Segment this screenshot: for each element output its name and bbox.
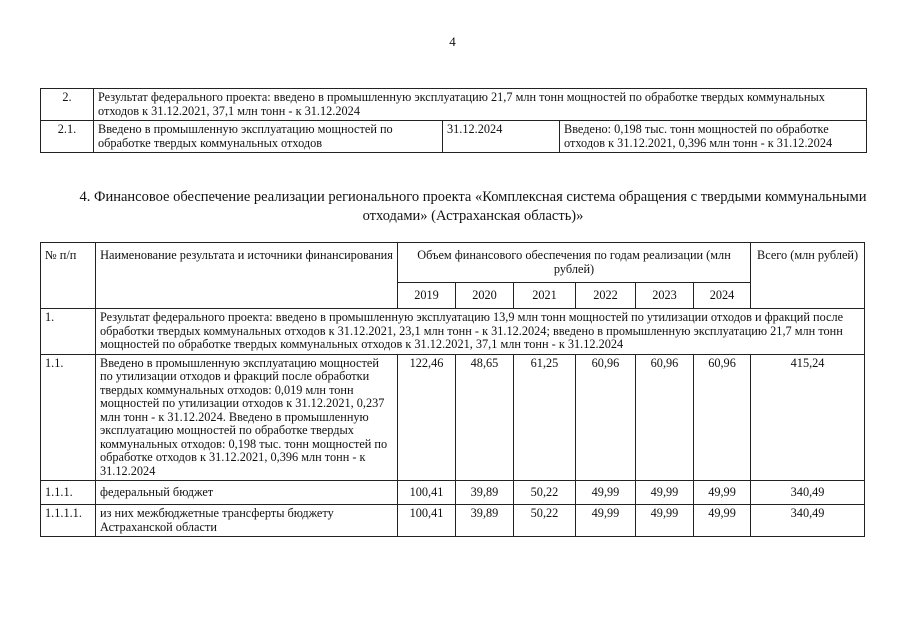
row-result: Введено: 0,198 тыс. тонн мощностей по обработке отходов к 31.12.2021, 0,396 млн тонн - к 31.12.2024 xyxy=(560,121,867,153)
value-cell: 49,99 xyxy=(576,481,636,505)
value-cell: 60,96 xyxy=(694,354,751,481)
row-text: федеральный бюджет xyxy=(96,481,398,505)
value-cell: 100,41 xyxy=(398,481,456,505)
header-total: Всего (млн рублей) xyxy=(751,243,865,309)
row-number: 1. xyxy=(41,309,96,355)
total-cell: 340,49 xyxy=(751,505,865,537)
year-2024: 2024 xyxy=(694,283,751,309)
row-date: 31.12.2024 xyxy=(443,121,560,153)
year-2022: 2022 xyxy=(576,283,636,309)
value-cell: 49,99 xyxy=(694,505,751,537)
value-cell: 49,99 xyxy=(636,481,694,505)
row-text: Результат федерального проекта: введено в промышленную эксплуатацию 21,7 млн тонн мощностей по обработке твердых коммунальных отходов к 31.12.2021, 37,1 млн тонн - к 31.12.2024 xyxy=(94,89,867,121)
value-cell: 39,89 xyxy=(456,481,514,505)
header-volume: Объем финансового обеспечения по годам реализации (млн рублей) xyxy=(398,243,751,283)
table-row xyxy=(41,89,867,121)
section-title: 4. Финансовое обеспечение реализации регионального проекта «Комплексная система обращения с твердыми коммунальными отходами» (Астраханская область)» xyxy=(79,189,867,224)
value-cell: 122,46 xyxy=(398,354,456,481)
row-number: 1.1.1.1. xyxy=(41,505,96,537)
table-row xyxy=(41,309,865,355)
header-row xyxy=(41,243,865,283)
value-cell: 100,41 xyxy=(398,505,456,537)
value-cell: 61,25 xyxy=(514,354,576,481)
value-cell: 49,99 xyxy=(576,505,636,537)
value-cell: 50,22 xyxy=(514,505,576,537)
row-number: 2. xyxy=(41,89,94,121)
header-name: Наименование результата и источники финансирования xyxy=(96,243,398,309)
value-cell: 50,22 xyxy=(514,481,576,505)
table-row xyxy=(41,354,865,481)
year-2020: 2020 xyxy=(456,283,514,309)
row-text: Введено в промышленную эксплуатацию мощностей по обработке твердых коммунальных отходов xyxy=(94,121,443,153)
financing-table xyxy=(40,242,865,537)
total-cell: 415,24 xyxy=(751,354,865,481)
value-cell: 60,96 xyxy=(636,354,694,481)
table-row xyxy=(41,121,867,153)
row-number: 2.1. xyxy=(41,121,94,153)
year-2021: 2021 xyxy=(514,283,576,309)
table-row xyxy=(41,505,865,537)
year-2019: 2019 xyxy=(398,283,456,309)
header-num: № п/п xyxy=(41,243,96,309)
value-cell: 49,99 xyxy=(694,481,751,505)
row-text: Результат федерального проекта: введено в промышленную эксплуатацию 13,9 млн тонн мощностей по утилизации отходов и фракций после обработки твердых коммунальных отходов к 31.12.2021, 23,1 млн тонн - к 31.12.2024; введено в промышленную эксплуатацию 21,7 млн тонн мощностей по обработке твердых коммунальных отходов к 31.12.2021, 37,1 млн тонн - к 31.12.2024 xyxy=(96,309,865,355)
page-number: 4 xyxy=(449,34,456,49)
year-2023: 2023 xyxy=(636,283,694,309)
value-cell: 39,89 xyxy=(456,505,514,537)
row-number: 1.1.1. xyxy=(41,481,96,505)
row-text: из них межбюджетные трансферты бюджету Астраханской области xyxy=(96,505,398,537)
row-number: 1.1. xyxy=(41,354,96,481)
value-cell: 60,96 xyxy=(576,354,636,481)
table-row xyxy=(41,481,865,505)
results-table xyxy=(40,88,867,153)
value-cell: 49,99 xyxy=(636,505,694,537)
row-text: Введено в промышленную эксплуатацию мощностей по утилизации отходов и фракций после обработки твердых коммунальных отходов: 0,019 млн тонн мощностей по утилизации отходов к 31.12.2021, 0,237 млн тонн - к 31.12.2024. Введено в промышленную эксплуатацию мощностей по обработке твердых коммунальных отходов: 0,198 тыс. тонн мощностей по обработке отходов к 31.12.2021, 0,396 млн тонн - к 31.12.2024 xyxy=(96,354,398,481)
value-cell: 48,65 xyxy=(456,354,514,481)
total-cell: 340,49 xyxy=(751,481,865,505)
